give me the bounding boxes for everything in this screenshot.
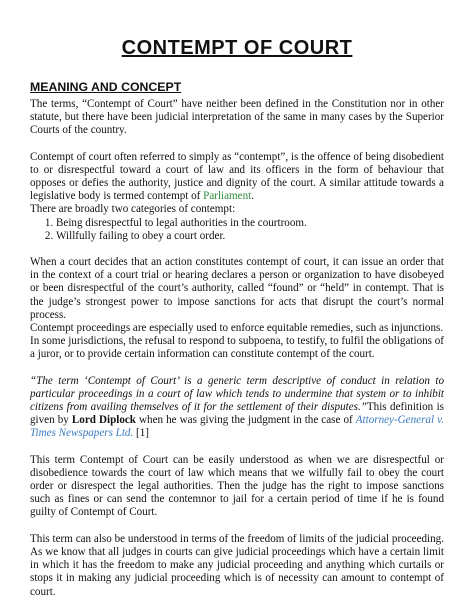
paragraph-understood: This term Contempt of Court can be easily understood as when we are disrespectful or disobedience towards the court of law which means that we wilfully fail to obey the court order or disrespect the legal authorities. Then the judge has the right to impose sanctions such as fines or can send the contemnor to jail for a certain period of time if he is found guilty of Contempt of Court. bbox=[30, 453, 444, 519]
quote-attribution: This definition is given by bbox=[30, 401, 444, 427]
paragraph-categories: There are broadly two categories of contempt: bbox=[30, 203, 236, 216]
case-link[interactable]: Attorney-General v. Times Newspapers Ltd. bbox=[30, 414, 444, 440]
categories-list bbox=[30, 217, 444, 243]
paragraph-jurisdictions: In some jurisdictions, the refusal to respond to subpoena, to testify, to fulfil the obligations of a juror, or to provide certain information can constitute contempt of the court. bbox=[30, 335, 444, 361]
paragraph-proceedings: Contempt proceedings are especially used to enforce equitable remedies, such as injunctions. bbox=[30, 322, 444, 335]
paragraph-freedom: This term can also be understood in terms of the freedom of limits of the judicial proceeding. As we know that all judges in courts can give judicial proceedings which have a certain limit in which it has the freedom to make any judicial proceeding and anything which curtails or stops it in making any judicial proceeding which is of necessity can amount to contempt of court. bbox=[30, 532, 444, 598]
list-item: 1. Being disrespectful to legal authorities in the courtroom. bbox=[56, 217, 444, 230]
paragraph-contempt-meaning bbox=[30, 151, 444, 204]
paragraph-diplock-quote bbox=[30, 375, 444, 441]
lord-diplock: Lord Diplock bbox=[71, 414, 136, 427]
reference-marker: [1] bbox=[133, 427, 149, 440]
page-title: CONTEMPT OF COURT bbox=[121, 37, 353, 59]
paragraph-court-decides: When a court decides that an action constitutes contempt of court, it can issue an order that in the context of a court trial or hearing declares a person or organization to have disobeyed or been disrespectful of the court’s authority, called “found” or “held” in contempt. That is the judge’s strongest power to impose sanctions for acts that disrupt the court’s normal process. bbox=[30, 256, 444, 321]
quote-text: “The term ‘Contempt of Court’ is a generic term descriptive of conduct in relation to particular proceedings in a court of law which tends to undermine that system or to inhibit citizens from availing themselves of it for the settlement of their disputes.” bbox=[30, 374, 444, 414]
section-heading: MEANING AND CONCEPT bbox=[30, 80, 182, 94]
paragraph-text: Contempt of court often referred to simply as “contempt”, is the offence of being disobedient to or disrespectful toward a court of law and its officers in the form of behaviour that opposes or defies the authority, justice and dignity of the court. A similar attitude towards a legislative body is termed contempt of bbox=[30, 150, 444, 203]
list-item: 2. Willfully failing to obey a court order. bbox=[56, 230, 444, 243]
parliament-link[interactable]: Parliament bbox=[203, 190, 252, 203]
quote-attribution-2: when he was giving the judgment in the case of bbox=[135, 414, 356, 427]
paragraph-definition: The terms, “Contempt of Court” have neither been defined in the Constitution nor in other statute, but there have been judicial interpretation of the same in many cases by the Superior Courts of the country. bbox=[30, 98, 444, 137]
paragraph-text-end: . bbox=[251, 190, 254, 203]
